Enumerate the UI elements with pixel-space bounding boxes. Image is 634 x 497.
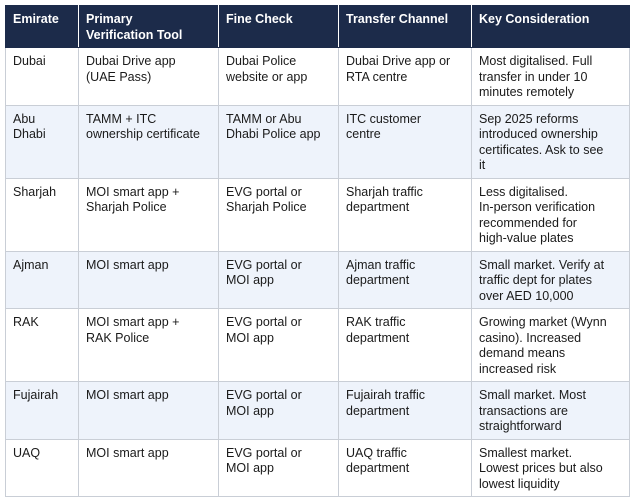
cell-fine-check: EVG portal or MOI app bbox=[219, 439, 339, 497]
cell-emirate: Fujairah bbox=[6, 382, 79, 440]
cell-transfer-channel: Dubai Drive app or RTA centre bbox=[339, 48, 472, 106]
cell-fine-check: EVG portal or MOI app bbox=[219, 251, 339, 309]
cell-transfer-channel: RAK traffic department bbox=[339, 309, 472, 382]
cell-verification-tool: Dubai Drive app (UAE Pass) bbox=[79, 48, 219, 106]
cell-key-consideration: Less digitalised. In-person verification recommended for high-value plates bbox=[472, 178, 630, 251]
table-row bbox=[6, 48, 630, 106]
table-row bbox=[6, 105, 630, 178]
cell-key-consideration: Growing market (Wynn casino). Increased demand means increased risk bbox=[472, 309, 630, 382]
emirate-verification-table bbox=[5, 5, 630, 497]
cell-fine-check: TAMM or Abu Dhabi Police app bbox=[219, 105, 339, 178]
cell-fine-check: EVG portal or MOI app bbox=[219, 382, 339, 440]
cell-emirate: Dubai bbox=[6, 48, 79, 106]
cell-verification-tool: MOI smart app bbox=[79, 382, 219, 440]
table-row bbox=[6, 251, 630, 309]
cell-key-consideration: Most digitalised. Full transfer in under 10 minutes remotely bbox=[472, 48, 630, 106]
cell-verification-tool: MOI smart app + Sharjah Police bbox=[79, 178, 219, 251]
table-row bbox=[6, 309, 630, 382]
cell-emirate: UAQ bbox=[6, 439, 79, 497]
cell-verification-tool: MOI smart app bbox=[79, 439, 219, 497]
cell-emirate: Abu Dhabi bbox=[6, 105, 79, 178]
cell-transfer-channel: UAQ traffic department bbox=[339, 439, 472, 497]
header-transfer-channel: Transfer Channel bbox=[339, 6, 472, 48]
table-row bbox=[6, 382, 630, 440]
cell-transfer-channel: Sharjah traffic department bbox=[339, 178, 472, 251]
header-primary-verification-tool: Primary Verification Tool bbox=[79, 6, 219, 48]
cell-key-consideration: Smallest market. Lowest prices but also lowest liquidity bbox=[472, 439, 630, 497]
cell-fine-check: EVG portal or Sharjah Police bbox=[219, 178, 339, 251]
cell-transfer-channel: Ajman traffic department bbox=[339, 251, 472, 309]
cell-verification-tool: MOI smart app bbox=[79, 251, 219, 309]
cell-emirate: RAK bbox=[6, 309, 79, 382]
cell-fine-check: Dubai Police website or app bbox=[219, 48, 339, 106]
cell-transfer-channel: Fujairah traffic department bbox=[339, 382, 472, 440]
cell-fine-check: EVG portal or MOI app bbox=[219, 309, 339, 382]
table-row bbox=[6, 178, 630, 251]
cell-emirate: Ajman bbox=[6, 251, 79, 309]
cell-transfer-channel: ITC customer centre bbox=[339, 105, 472, 178]
cell-verification-tool: TAMM + ITC ownership certificate bbox=[79, 105, 219, 178]
cell-verification-tool: MOI smart app + RAK Police bbox=[79, 309, 219, 382]
header-fine-check: Fine Check bbox=[219, 6, 339, 48]
cell-key-consideration: Small market. Verify at traffic dept for plates over AED 10,000 bbox=[472, 251, 630, 309]
table-row bbox=[6, 439, 630, 497]
cell-emirate: Sharjah bbox=[6, 178, 79, 251]
header-row bbox=[6, 6, 630, 48]
header-emirate: Emirate bbox=[6, 6, 79, 48]
cell-key-consideration: Sep 2025 reforms introduced ownership certificates. Ask to see it bbox=[472, 105, 630, 178]
header-key-consideration: Key Consideration bbox=[472, 6, 630, 48]
cell-key-consideration: Small market. Most transactions are straightforward bbox=[472, 382, 630, 440]
